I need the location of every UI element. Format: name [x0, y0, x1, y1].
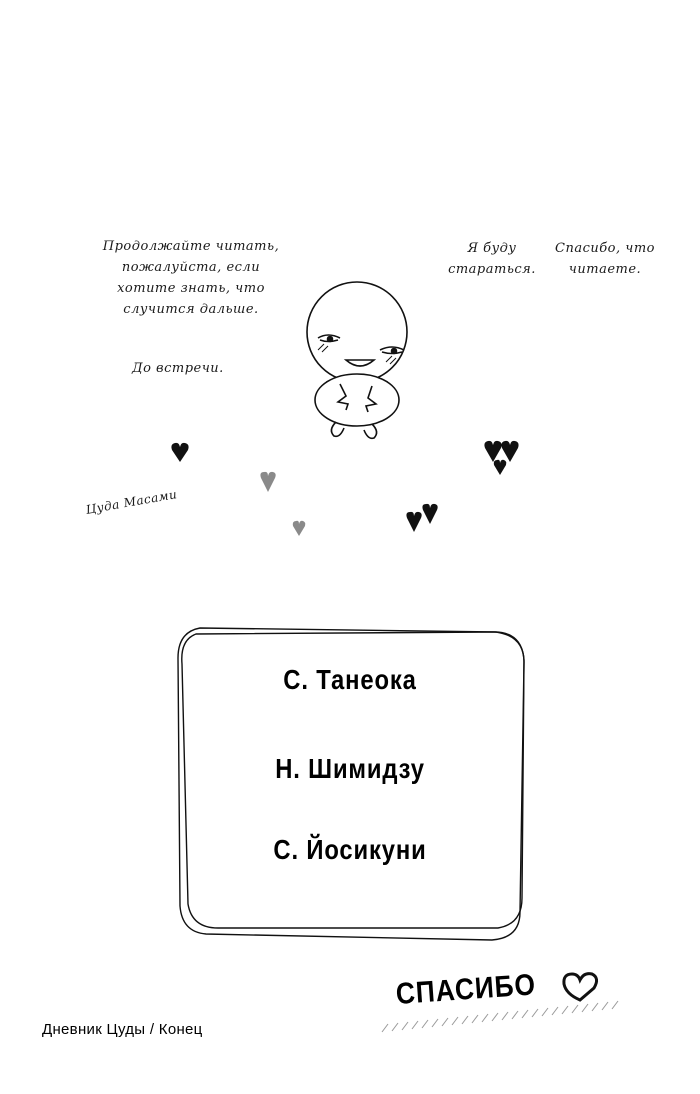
hearts-decoration [171, 441, 518, 536]
heart-icon [494, 460, 506, 475]
heart-icon [501, 441, 518, 462]
mascot-character [307, 282, 407, 438]
heart-icon [260, 472, 275, 492]
credit-name: С. Йосикуни [273, 834, 427, 865]
continue-reading-note: Продолжайте читать, пожалуйста, если хотите знать, что случится дальше. [102, 239, 280, 317]
thanks-banner: СПАСИБО [394, 968, 537, 1011]
heart-icon [406, 512, 421, 532]
will-try-note: Я буду стараться. [448, 241, 536, 277]
author-signature: Цуда Масами [84, 487, 179, 517]
heart-icon [484, 441, 501, 462]
credit-name: Н. Шимидзу [275, 753, 425, 784]
see-you-note: До встречи. [132, 361, 224, 376]
credit-name: С. Танеока [283, 664, 417, 695]
heart-outline-icon [564, 974, 597, 1000]
thanks-reading-note: Спасибо, что читаете. [555, 241, 655, 277]
heart-icon [422, 504, 437, 524]
heart-icon [293, 521, 305, 536]
footer-end-caption: Дневник Цуды / Конец [42, 1021, 203, 1038]
heart-icon [171, 443, 188, 462]
